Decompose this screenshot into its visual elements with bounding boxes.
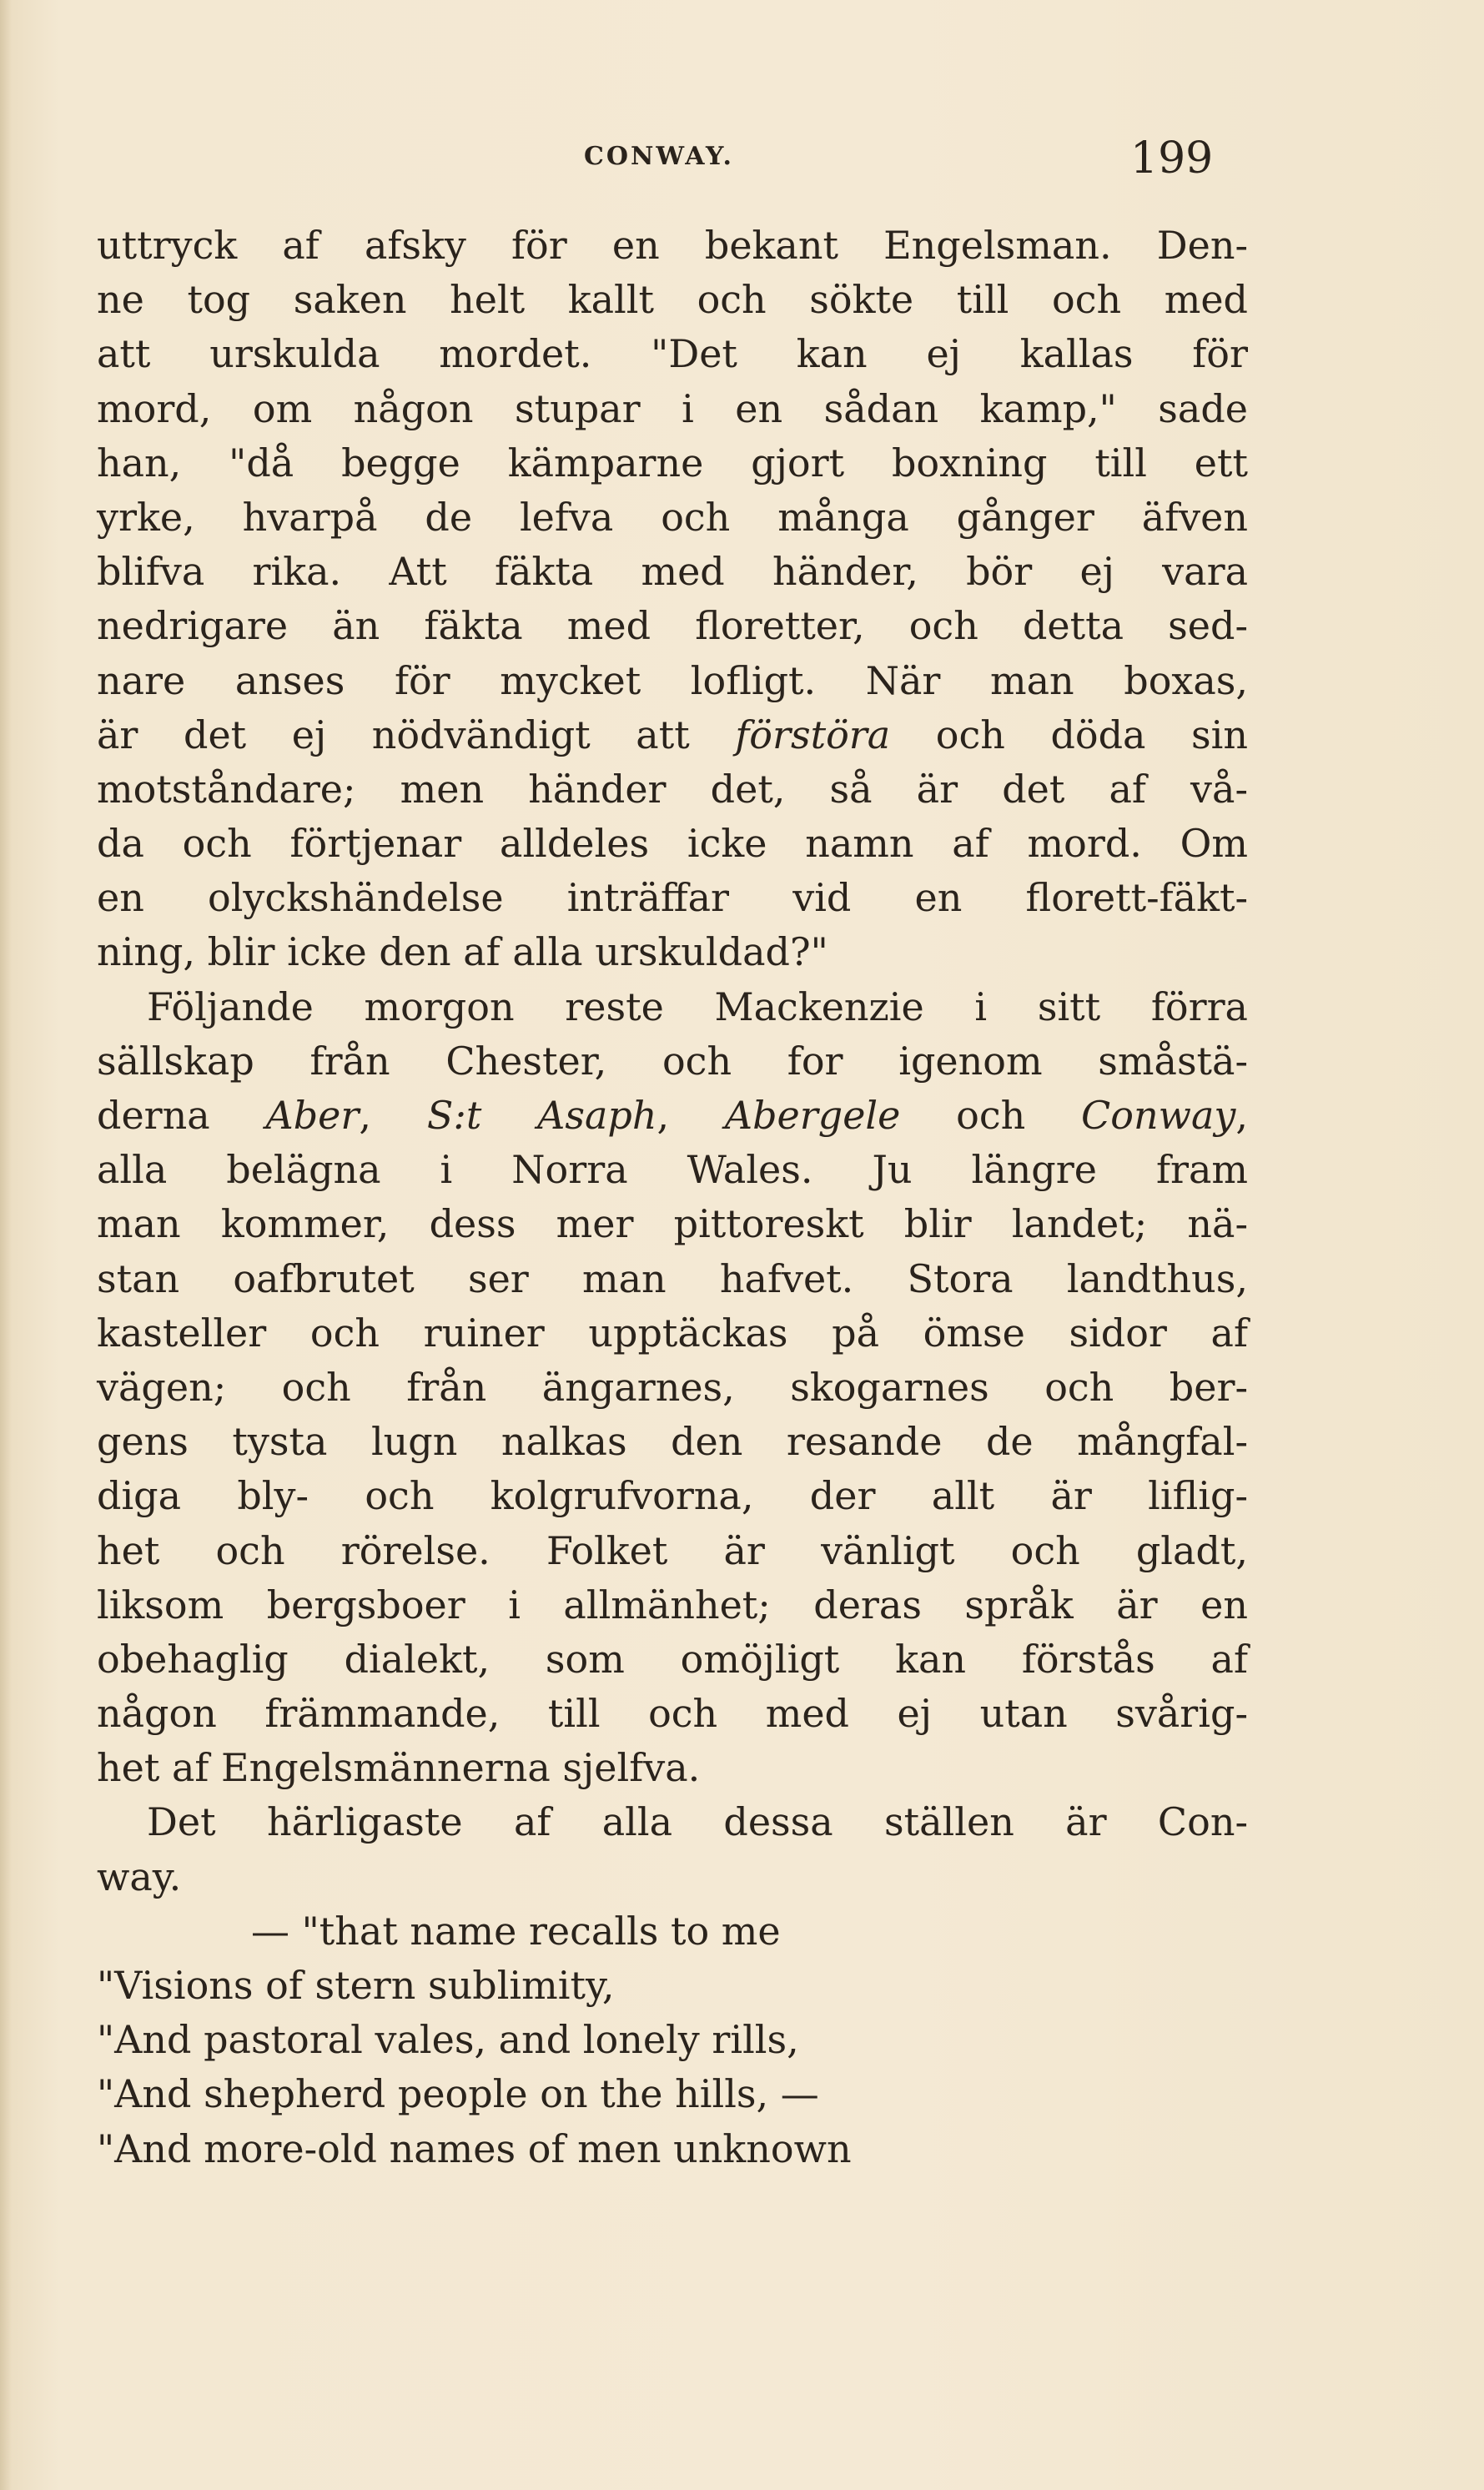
separator: , [1235, 1093, 1248, 1138]
verse-line: "And pastoral vales, and lonely rills, [97, 2017, 799, 2063]
text-segment: och döda sin [935, 712, 1249, 757]
page-number: 199 [1130, 133, 1214, 184]
text-line: blifva rika. Att fäkta med händer, bör ej vara [97, 549, 1248, 595]
conjunction: och [956, 1093, 1026, 1138]
body-text [97, 219, 1248, 2176]
text-line: gens tysta lugn nalkas den resande de mångfal- [97, 1419, 1248, 1465]
text-line: liksom bergsboer i allmänhet; deras språk är en [97, 1582, 1248, 1627]
text-line: man kommer, dess mer pittoreskt blir landet; nä- [97, 1201, 1248, 1247]
verse-line: "And more-old names of men unknown [97, 2125, 852, 2171]
text-line: han, "då begge kämparne gjort boxning till ett [97, 440, 1248, 485]
text-line: stan oafbrutet ser man hafvet. Stora landthus, [97, 1255, 1248, 1301]
text-line: sällskap från Chester, och for igenom småstä- [97, 1038, 1248, 1084]
text-line: kasteller och ruiner upptäckas på ömse sidor af [97, 1310, 1248, 1356]
text-line: ning, blir icke den af alla urskuldad?" [97, 929, 828, 975]
text-line: uttryck af afsky för en bekant Engelsman. Den- [97, 223, 1248, 268]
text-line: motståndare; men händer det, så är det af vå- [97, 766, 1248, 812]
emphasized-word: förstöra [735, 712, 891, 757]
text-line: nedrigare än fäkta med floretter, och detta sed- [97, 603, 1248, 649]
text-line: någon främmande, till och med ej utan svårig- [97, 1691, 1248, 1737]
text-line-place-names [97, 1089, 1248, 1143]
separator: , [656, 1093, 670, 1138]
paragraph-start-line: Det härligaste af alla dessa ställen är Con- [147, 1799, 1248, 1845]
text-line: yrke, hvarpå de lefva och många gånger äfven [97, 494, 1248, 540]
place-name: Aber [265, 1093, 360, 1138]
text-line: en olyckshändelse inträffar vid en florett-fäkt- [97, 875, 1248, 921]
text-line: ne tog saken helt kallt och sökte till och med [97, 277, 1248, 323]
text-line: da och förtjenar alldeles icke namn af mord. Om [97, 821, 1248, 867]
text-line: nare anses för mycket lofligt. När man boxas, [97, 657, 1248, 703]
text-line: way. [97, 1854, 182, 1899]
text-segment: derna [97, 1093, 210, 1138]
text-line: het och rörelse. Folket är vänligt och gladt, [97, 1527, 1248, 1573]
page-header [0, 133, 1484, 184]
place-name: Conway [1081, 1093, 1236, 1138]
text-segment: är det ej nödvändigt att [97, 712, 690, 757]
verse-line: — "that name recalls to me [251, 1908, 781, 1954]
text-line: het af Engelsmännerna sjelfva. [97, 1745, 701, 1791]
verse-line: "Visions of stern sublimity, [97, 1963, 615, 2008]
verse-line: "And shepherd people on the hills, — [97, 2071, 819, 2117]
place-name: Abergele [724, 1093, 901, 1138]
text-line: vägen; och från ängarnes, skogarnes och ber- [97, 1364, 1248, 1410]
separator: , [359, 1093, 372, 1138]
text-line: mord, om någon stupar i en sådan kamp," sade [97, 385, 1248, 431]
paragraph-start-line: Följande morgon reste Mackenzie i sitt förra [147, 983, 1248, 1029]
place-name: S:t Asaph [426, 1093, 657, 1138]
text-line-with-emphasis [97, 708, 1248, 762]
running-head: CONWAY. [584, 142, 734, 171]
text-line: diga bly- och kolgrufvorna, der allt är liflig- [97, 1473, 1248, 1519]
text-line: att urskulda mordet. "Det kan ej kallas för [97, 331, 1248, 377]
text-line: obehaglig dialekt, som omöjligt kan förstås af [97, 1636, 1248, 1682]
text-line: alla belägna i Norra Wales. Ju längre fram [97, 1147, 1248, 1193]
gutter-shadow [0, 0, 12, 2490]
